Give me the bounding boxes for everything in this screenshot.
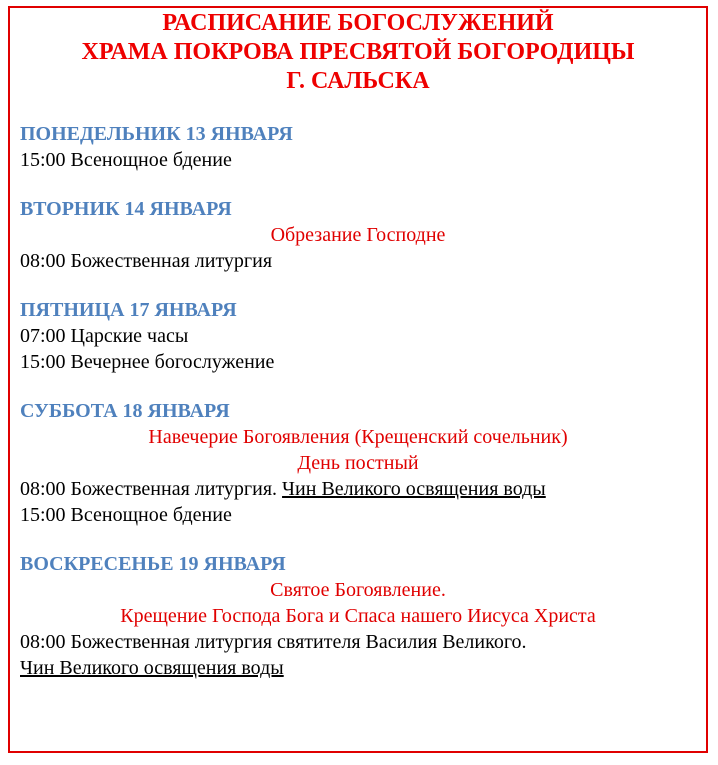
service-underlined-text: Чин Великого освящения воды <box>20 657 284 679</box>
service-text: 07:00 Царские часы <box>20 325 189 347</box>
service-text: 08:00 Божественная литургия <box>20 250 273 272</box>
day-title: ВТОРНИК 14 ЯНВАРЯ <box>20 198 232 220</box>
feast-name: Крещение Господа Бога и Спаса нашего Иисуса Христа <box>120 605 596 627</box>
title-line-3: Г. САЛЬСКА <box>286 68 430 94</box>
day-block <box>20 551 696 681</box>
schedule-days <box>10 121 706 681</box>
day-block <box>20 121 696 173</box>
service-line <box>20 655 696 681</box>
day-title: ПЯТНИЦА 17 ЯНВАРЯ <box>20 299 237 321</box>
service-text: 08:00 Божественная литургия. <box>20 478 283 500</box>
feast-name: День постный <box>297 452 419 474</box>
service-line <box>20 147 696 173</box>
schedule-frame <box>8 6 708 753</box>
day-block <box>20 196 696 274</box>
service-text: 15:00 Всенощное бдение <box>20 504 232 526</box>
feast-name: Обрезание Господне <box>270 224 446 246</box>
service-line <box>20 629 696 655</box>
day-title: ВОСКРЕСЕНЬЕ 19 ЯНВАРЯ <box>20 553 286 575</box>
service-line <box>20 349 696 375</box>
service-line <box>20 248 696 274</box>
schedule-title <box>10 9 706 96</box>
title-line-2: ХРАМА ПОКРОВА ПРЕСВЯТОЙ БОГОРОДИЦЫ <box>81 39 635 65</box>
feast-name: Навечерие Богоявления (Крещенский сочельник) <box>148 426 568 448</box>
day-block <box>20 398 696 528</box>
service-underlined-text: Чин Великого освящения воды <box>282 478 546 500</box>
service-text: 08:00 Божественная литургия святителя Василия Великого. <box>20 631 527 653</box>
day-title: СУББОТА 18 ЯНВАРЯ <box>20 400 230 422</box>
feast-name: Святое Богоявление. <box>270 579 446 601</box>
service-line <box>20 323 696 349</box>
service-line <box>20 502 696 528</box>
service-text: 15:00 Всенощное бдение <box>20 149 232 171</box>
service-line <box>20 476 696 502</box>
day-title: ПОНЕДЕЛЬНИК 13 ЯНВАРЯ <box>20 123 293 145</box>
day-block <box>20 297 696 375</box>
title-line-1: РАСПИСАНИЕ БОГОСЛУЖЕНИЙ <box>162 10 554 36</box>
service-text: 15:00 Вечернее богослужение <box>20 351 275 373</box>
